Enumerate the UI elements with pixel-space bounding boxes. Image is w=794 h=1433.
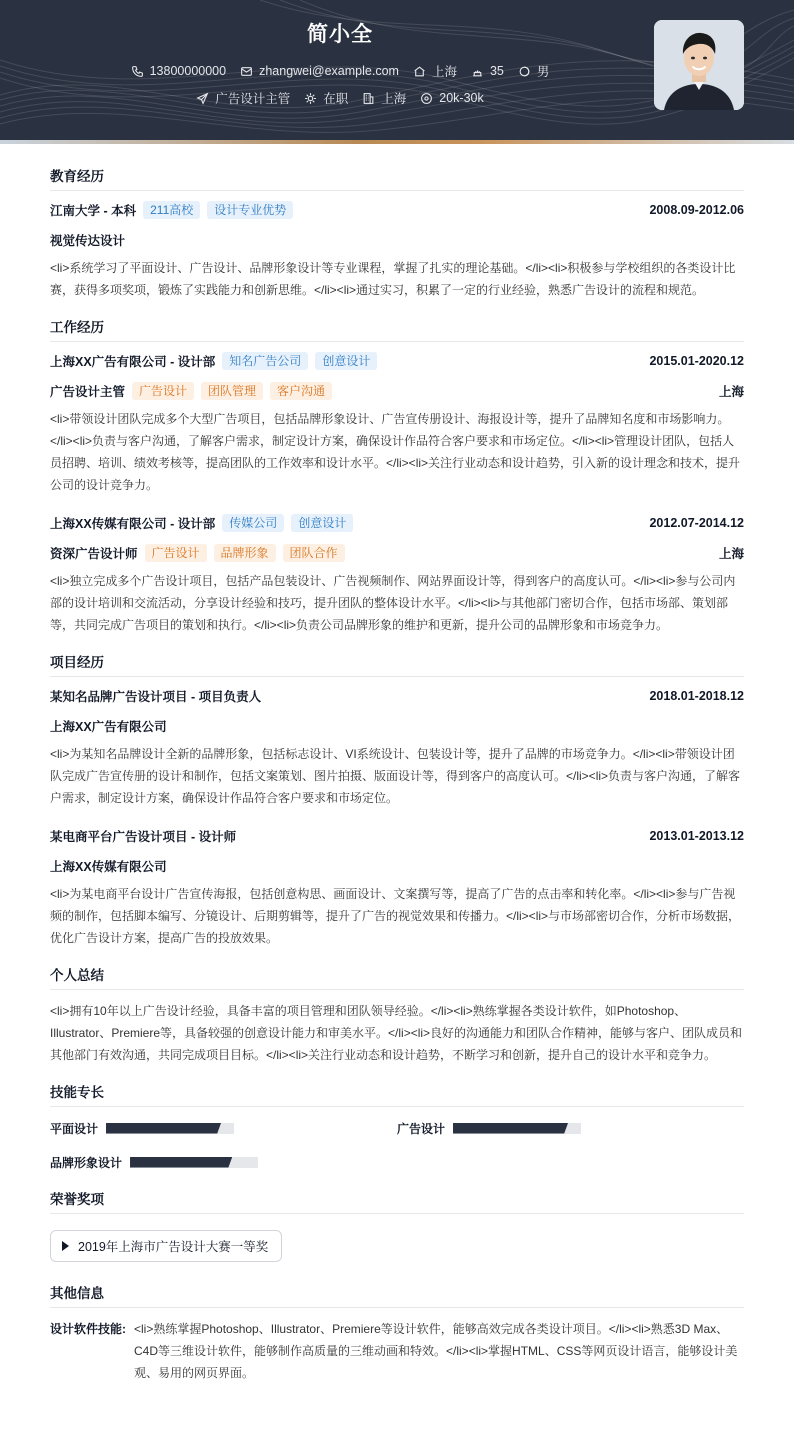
info-salary: [420, 91, 483, 105]
other-info-label: 设计软件技能:: [50, 1322, 126, 1336]
mail-icon: [240, 65, 253, 78]
project-item: [50, 825, 744, 949]
skill-item: [50, 1117, 397, 1139]
project-date: 2018.01-2018.12: [649, 689, 744, 703]
info-position: [196, 89, 290, 107]
home-icon: [413, 65, 426, 78]
role-tag: 品牌形象: [214, 544, 276, 562]
company-tag: 知名广告公司: [222, 352, 308, 370]
skill-label: 品牌形象设计: [50, 1155, 123, 1170]
job-role: 广告设计主管: [50, 385, 126, 399]
contact-info-row: [0, 62, 680, 80]
desired-salary: 20k-30k: [439, 91, 484, 105]
education-description: <li>系统学习了平面设计、广告设计、品牌形象设计等专业课程，掌握了扎实的理论基础。</li><li>积极参与学校组织的各类设计比赛，获得多项奖项，锻炼了实践能力和创新思维。</li><li>通过实习，积累了一定的行业经验，熟悉广告设计的流程和规范。: [50, 261, 736, 297]
work-item: [50, 512, 744, 636]
section-title-other: 其他信息: [50, 1262, 744, 1308]
gender-icon: [518, 65, 531, 78]
job-info-row: [0, 89, 680, 107]
other-info-item: [50, 1318, 744, 1384]
skill-label: 广告设计: [397, 1121, 446, 1136]
skill-bar: [106, 1123, 234, 1134]
education-item: [50, 199, 744, 301]
info-email: [240, 64, 399, 78]
school-tag: 211高校: [143, 201, 200, 219]
section-title-honors: 荣誉奖项: [50, 1185, 744, 1214]
header-accent-stripe: [0, 140, 794, 144]
triangle-right-icon: [62, 1241, 69, 1251]
company-name: 上海XX传媒有限公司 - 设计部: [50, 517, 216, 531]
education-date: 2008.09-2012.06: [649, 203, 744, 217]
major-name: 视觉传达设计: [50, 234, 126, 248]
phone-icon: [131, 65, 144, 78]
role-tag: 广告设计: [145, 544, 207, 562]
info-status: [304, 89, 348, 107]
age-value: 35: [489, 64, 504, 78]
building-icon: [362, 92, 375, 105]
skill-bar-fill: [130, 1157, 232, 1168]
education-header-row: [50, 199, 744, 221]
skill-label: 平面设计: [50, 1121, 99, 1136]
email-address: zhangwei@example.com: [259, 64, 399, 78]
avatar: [654, 20, 744, 110]
age-icon: [471, 65, 484, 78]
phone-number: 13800000000: [149, 64, 227, 78]
work-date: 2015.01-2020.12: [649, 354, 744, 368]
salary-icon: [420, 92, 433, 105]
section-title-summary: 个人总结: [50, 949, 744, 990]
project-description: <li>为某知名品牌设计全新的品牌形象，包括标志设计、VI系统设计、包装设计等，提升了品牌的市场竞争力。</li><li>带领设计团队完成广告宣传册的设计和制作，包括文案策划、图片拍摄、版面设计等，得到客户的高度认可。</li><li>负责与客户沟通，了解客户需求，制定设计方案，确保设计作品符合客户要求和市场定位。: [50, 747, 741, 805]
role-tag: 广告设计: [132, 382, 194, 400]
skill-bar: [453, 1123, 581, 1134]
info-age: [471, 64, 504, 78]
company-tag: 创意设计: [291, 514, 353, 532]
work-location: 上海: [718, 547, 744, 561]
desired-city: 上海: [381, 92, 407, 106]
honor-text: 2019年上海市广告设计大赛一等奖: [78, 1240, 269, 1254]
section-title-work: 工作经历: [50, 301, 744, 342]
send-icon: [196, 92, 209, 105]
info-phone: [131, 64, 226, 78]
skill-bar: [130, 1157, 258, 1168]
work-date: 2012.07-2014.12: [649, 516, 744, 530]
work-description: <li>独立完成多个广告设计项目，包括产品包装设计、广告视频制作、网站界面设计等，得到客户的高度认可。</li><li>参与公司内部的设计培训和交流活动，分享设计经验和技巧，提升团队的整体设计水平。</li><li>与其他部门密切合作，包括市场部、策划部等，共同完成广告项目的策划和执行。</li><li>负责公司品牌形象的维护和更新，提升公司的品牌形象和市场竞争力。: [50, 574, 736, 632]
skills-list: [50, 1117, 744, 1185]
skill-bar-fill: [106, 1123, 221, 1134]
project-org: 上海XX传媒有限公司: [50, 860, 167, 874]
work-item: [50, 350, 744, 496]
project-description: <li>为某电商平台设计广告宣传海报，包括创意构思、画面设计、文案撰写等，提高了广告的点击率和转化率。</li><li>参与广告视频的制作，包括脚本编写、分镜设计、后期剪辑等，提升了广告的视觉效果和传播力。</li><li>与市场部密切合作，分析市场数据，优化广告设计方案，提高广告的投放效果。: [50, 887, 741, 945]
role-tag: 团队管理: [201, 382, 263, 400]
status-icon: [304, 92, 317, 105]
honor-item[interactable]: [50, 1230, 282, 1262]
home-city: 上海: [431, 65, 457, 79]
desired-position: 广告设计主管: [215, 92, 291, 106]
skill-item: [50, 1151, 397, 1173]
school-name: 江南大学 - 本科: [50, 204, 137, 218]
section-title-skills: 技能专长: [50, 1066, 744, 1107]
other-info-text: <li>熟练掌握Photoshop、Illustrator、Premiere等设计软件，能够高效完成各类设计项目。</li><li>熟悉3D Max、C4D等三维设计软件，能够制作高质量的三维动画和特效。</li><li>掌握HTML、CSS等网页设计语言，能够设计美观、易用的网页界面。: [134, 1322, 738, 1380]
employment-status: 在职: [323, 92, 349, 106]
gender-value: 男: [536, 65, 550, 79]
info-gender: [518, 62, 550, 80]
candidate-name: 简小全: [307, 23, 373, 46]
resume-body: [50, 150, 744, 1384]
skill-item: [397, 1117, 744, 1139]
school-tag: 设计专业优势: [207, 201, 293, 219]
project-org: 上海XX广告有限公司: [50, 720, 167, 734]
job-role: 资深广告设计师: [50, 547, 138, 561]
work-description: <li>带领设计团队完成多个大型广告项目，包括品牌形象设计、广告宣传册设计、海报设计等，提升了品牌知名度和市场影响力。</li><li>负责与客户沟通，了解客户需求，制定设计方案，确保设计作品符合客户要求和市场定位。</li><li>管理设计团队，包括人员招聘、培训、绩效考核等，提高团队的工作效率和设计水平。</li><li>关注行业动态和设计趋势，引入新的设计理念和技术，提升公司的设计竞争力。: [50, 412, 741, 492]
project-name: 某电商平台广告设计项目 - 设计师: [50, 830, 237, 844]
company-name: 上海XX广告有限公司 - 设计部: [50, 355, 216, 369]
summary-text: <li>拥有10年以上广告设计经验，具备丰富的项目管理和团队领导经验。</li><li>熟练掌握各类设计软件，如Photoshop、Illustrator、Premiere等，具备较强的创意设计能力和审美水平。</li><li>良好的沟通能力和团队合作精神，能够与客户、团队成员和其他部门有效沟通，共同完成项目目标。</li><li>关注行业动态和设计趋势，不断学习和创新，提升自己的设计水平和竞争力。: [50, 1004, 743, 1062]
major-row: [50, 229, 744, 251]
section-title-education: 教育经历: [50, 150, 744, 191]
project-item: [50, 685, 744, 809]
info-work-city: [362, 89, 406, 107]
project-name: 某知名品牌广告设计项目 - 项目负责人: [50, 690, 262, 704]
project-date: 2013.01-2013.12: [649, 829, 744, 843]
company-tag: 创意设计: [315, 352, 377, 370]
avatar-portrait: [654, 20, 744, 110]
role-tag: 团队合作: [283, 544, 345, 562]
company-tag: 传媒公司: [222, 514, 284, 532]
info-city: [413, 62, 457, 80]
work-location: 上海: [718, 385, 744, 399]
section-title-projects: 项目经历: [50, 636, 744, 677]
skill-bar-fill: [453, 1123, 568, 1134]
resume-header: [0, 0, 794, 140]
role-tag: 客户沟通: [270, 382, 332, 400]
